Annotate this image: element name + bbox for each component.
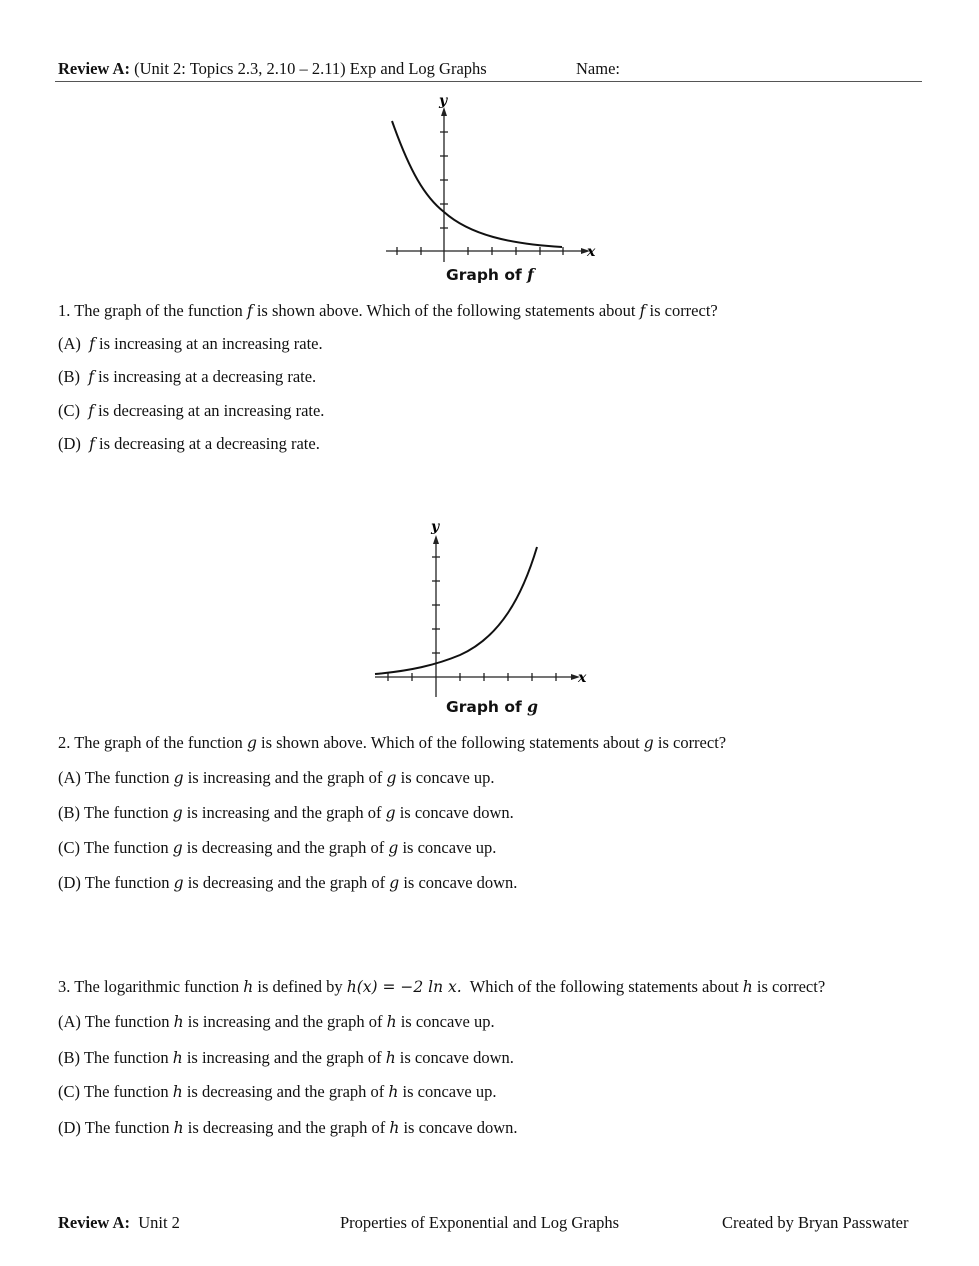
q1-b-label: (B) bbox=[58, 367, 80, 386]
graph-g-caption bbox=[446, 697, 538, 716]
q3-a-var2: h bbox=[386, 1013, 397, 1031]
footer-left bbox=[58, 1213, 180, 1233]
q2-d-var2: g bbox=[389, 874, 400, 892]
q2-c-var2: g bbox=[388, 839, 399, 857]
header-review-label: Review A: bbox=[58, 59, 130, 78]
q2-d-post: is concave down. bbox=[403, 873, 518, 892]
q3-b-pre: (B) The function bbox=[58, 1048, 169, 1067]
footer-center: Properties of Exponential and Log Graphs bbox=[340, 1213, 620, 1232]
graph-g-y-arrow bbox=[433, 535, 439, 544]
graph-f bbox=[380, 92, 605, 262]
header-title bbox=[58, 59, 487, 79]
q3-a-post: is concave up. bbox=[400, 1012, 495, 1031]
q3-stem bbox=[58, 977, 825, 997]
graph-g-x-label: x bbox=[578, 670, 587, 686]
header-divider bbox=[55, 81, 922, 82]
q2-b-post: is concave down. bbox=[399, 803, 514, 822]
q1-d-text: is decreasing at a decreasing rate. bbox=[99, 434, 320, 453]
q3-stem-part3: Which of the following statements about bbox=[469, 977, 739, 996]
q3-formula: h(x) = −2 ln x. bbox=[346, 978, 462, 996]
q2-c-pre: (C) The function bbox=[58, 838, 169, 857]
graph-f-curve bbox=[392, 121, 562, 247]
q3-c-post: is concave up. bbox=[402, 1082, 497, 1101]
q3-d-var: h bbox=[173, 1119, 184, 1137]
q1-d-var: f bbox=[89, 435, 95, 453]
graph-f-caption-prefix: Graph of bbox=[446, 266, 522, 284]
q1-stem-part2: is shown above. Which of the following statements about bbox=[256, 301, 636, 320]
q1-option-c[interactable] bbox=[58, 401, 324, 421]
q1-option-d[interactable] bbox=[58, 434, 320, 454]
q1-stem-var1: f bbox=[246, 302, 253, 320]
q3-c-var: h bbox=[172, 1083, 183, 1101]
q2-option-b[interactable] bbox=[58, 803, 514, 823]
q2-c-mid: is decreasing and the graph of bbox=[186, 838, 385, 857]
q3-a-var: h bbox=[173, 1013, 184, 1031]
graph-f-caption bbox=[446, 265, 534, 284]
q2-stem-var1: g bbox=[246, 734, 257, 752]
q1-b-text: is increasing at a decreasing rate. bbox=[98, 367, 317, 386]
graph-g-caption-var: g bbox=[527, 697, 538, 716]
q2-stem-var2: g bbox=[643, 734, 654, 752]
q3-c-pre: (C) The function bbox=[58, 1082, 169, 1101]
q1-c-var: f bbox=[88, 402, 94, 420]
q2-c-var: g bbox=[172, 839, 183, 857]
q3-option-d[interactable] bbox=[58, 1118, 518, 1138]
graph-f-y-label: y bbox=[439, 93, 448, 109]
q3-a-pre: (A) The function bbox=[58, 1012, 170, 1031]
q1-stem-part3: is correct? bbox=[649, 301, 718, 320]
q1-a-text: is increasing at an increasing rate. bbox=[99, 334, 323, 353]
q1-c-label: (C) bbox=[58, 401, 80, 420]
q2-d-mid: is decreasing and the graph of bbox=[187, 873, 386, 892]
q2-option-c[interactable] bbox=[58, 838, 496, 858]
graph-f-caption-var: f bbox=[527, 265, 534, 284]
q3-c-var2: h bbox=[388, 1083, 399, 1101]
q3-stem-part4: is correct? bbox=[756, 977, 826, 996]
q1-a-label: (A) bbox=[58, 334, 81, 353]
q1-option-a[interactable] bbox=[58, 334, 323, 354]
q2-b-var: g bbox=[172, 804, 183, 822]
q3-stem-part1: 3. The logarithmic function bbox=[58, 977, 240, 996]
name-label: Name: bbox=[576, 59, 620, 78]
q2-a-pre: (A) The function bbox=[58, 768, 170, 787]
q3-b-var: h bbox=[172, 1049, 183, 1067]
q1-b-var: f bbox=[88, 368, 94, 386]
graph-g-caption-prefix: Graph of bbox=[446, 698, 522, 716]
q1-a-var: f bbox=[89, 335, 95, 353]
q2-d-pre: (D) The function bbox=[58, 873, 170, 892]
graph-g-y-label: y bbox=[431, 519, 440, 535]
q3-d-post: is concave down. bbox=[403, 1118, 518, 1137]
q3-d-pre: (D) The function bbox=[58, 1118, 170, 1137]
graph-g bbox=[370, 515, 600, 700]
q2-a-var: g bbox=[173, 769, 184, 787]
q3-d-var2: h bbox=[389, 1119, 400, 1137]
q3-option-a[interactable] bbox=[58, 1012, 495, 1032]
q2-a-post: is concave up. bbox=[400, 768, 495, 787]
q2-option-a[interactable] bbox=[58, 768, 495, 788]
q2-a-mid: is increasing and the graph of bbox=[187, 768, 383, 787]
q3-c-mid: is decreasing and the graph of bbox=[186, 1082, 385, 1101]
q2-option-d[interactable] bbox=[58, 873, 517, 893]
q3-option-b[interactable] bbox=[58, 1048, 514, 1068]
q2-a-var2: g bbox=[386, 769, 397, 787]
footer-unit: Unit 2 bbox=[138, 1213, 180, 1232]
q1-stem-var2: f bbox=[639, 302, 646, 320]
graph-g-curve bbox=[375, 547, 537, 674]
q3-d-mid: is decreasing and the graph of bbox=[187, 1118, 386, 1137]
q2-d-var: g bbox=[173, 874, 184, 892]
q3-stem-var2: h bbox=[742, 978, 753, 996]
q3-a-mid: is increasing and the graph of bbox=[187, 1012, 383, 1031]
q1-stem-part1: 1. The graph of the function bbox=[58, 301, 243, 320]
q1-c-text: is decreasing at an increasing rate. bbox=[98, 401, 325, 420]
q2-b-mid: is increasing and the graph of bbox=[186, 803, 382, 822]
q2-b-pre: (B) The function bbox=[58, 803, 169, 822]
q3-b-mid: is increasing and the graph of bbox=[186, 1048, 382, 1067]
footer-credit: Created by Bryan Passwater bbox=[722, 1213, 909, 1232]
q2-stem-part1: 2. The graph of the function bbox=[58, 733, 243, 752]
q2-b-var2: g bbox=[385, 804, 396, 822]
q2-stem-part3: is correct? bbox=[657, 733, 727, 752]
graph-f-x-label: x bbox=[587, 244, 596, 260]
q2-stem-part2: is shown above. Which of the following statements about bbox=[261, 733, 640, 752]
q2-stem bbox=[58, 733, 726, 753]
q3-stem-part2: is defined by bbox=[257, 977, 343, 996]
q3-b-var2: h bbox=[385, 1049, 396, 1067]
q2-c-post: is concave up. bbox=[402, 838, 497, 857]
header-topic: (Unit 2: Topics 2.3, 2.10 – 2.11) Exp and Log Graphs bbox=[134, 59, 487, 78]
q3-option-c[interactable] bbox=[58, 1082, 496, 1102]
q1-stem bbox=[58, 301, 718, 321]
q3-stem-var1: h bbox=[243, 978, 254, 996]
q1-d-label: (D) bbox=[58, 434, 81, 453]
footer-review-label: Review A: bbox=[58, 1213, 130, 1232]
q1-option-b[interactable] bbox=[58, 367, 316, 387]
q3-b-post: is concave down. bbox=[399, 1048, 514, 1067]
